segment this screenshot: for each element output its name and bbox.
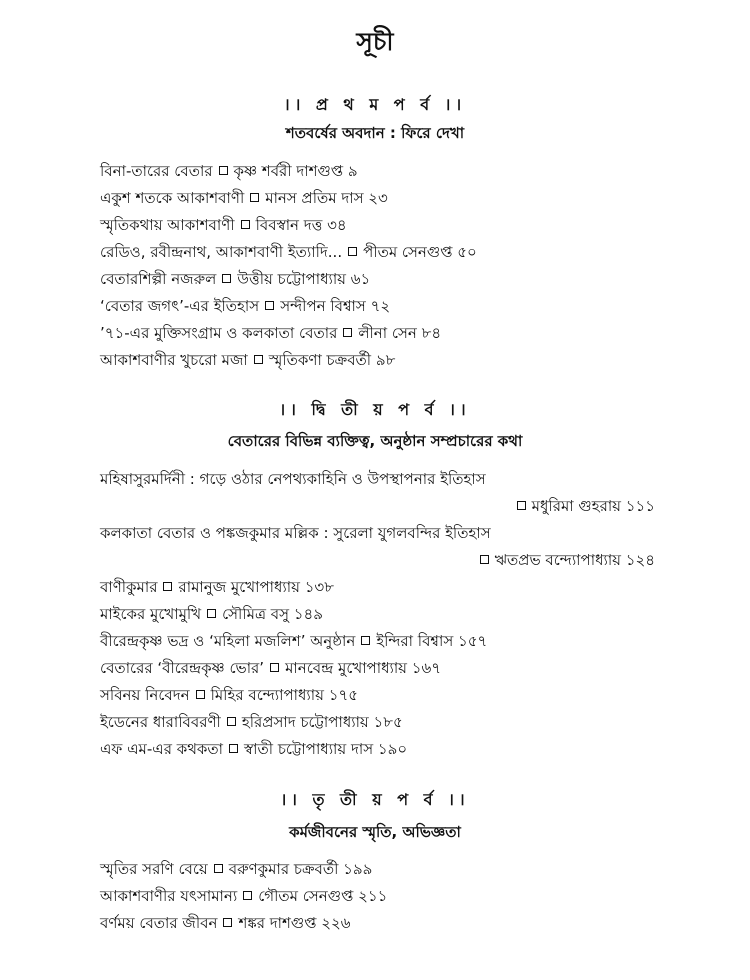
bullet-box-icon: [229, 744, 238, 753]
bullet-box-icon: [241, 220, 250, 229]
entry-author-page: মানস প্রতিম দাস ২৩: [265, 189, 388, 207]
toc-entry[interactable]: [100, 603, 323, 628]
bullet-box-icon: [250, 193, 259, 202]
bullet-box-icon: [207, 609, 216, 618]
toc-entry[interactable]: [100, 885, 387, 910]
entry-title: বর্ণময় বেতার জীবন: [100, 914, 218, 932]
bullet-box-icon: [265, 301, 274, 310]
entry-author-page: মিহির বন্দ্যোপাধ্যায় ১৭৫: [210, 686, 358, 704]
bullet-box-icon: [214, 864, 223, 873]
entry-title: আকাশবাণীর খুচরো মজা: [100, 351, 248, 369]
bullet-box-icon: [343, 328, 352, 337]
entry-title: একুশ শতকে আকাশবাণী: [100, 189, 245, 207]
part-2-heading: ।। দ্বি তী য় প র্ব ।।: [279, 400, 471, 419]
bullet-box-icon: [348, 247, 357, 256]
entry-author-page: গৌতম সেনগুপ্ত ২১১: [258, 887, 388, 905]
entry-author-page: মধুরিমা গুহরায় ১১১: [531, 497, 655, 515]
bullet-box-icon: [243, 891, 252, 900]
bullet-box-icon: [196, 690, 205, 699]
bullet-box-icon: [270, 663, 279, 672]
entry-title: বেতারের ‘বীরেন্দ্রকৃষ্ণ ভোর’: [100, 659, 265, 677]
toc-entry[interactable]: [100, 684, 358, 709]
entry-author-page: সৌমিত্র বসু ১৪৯: [222, 605, 323, 623]
part-1-heading: ।। প্র থ ম প র্ব ।।: [283, 95, 467, 114]
toc-entry[interactable]: [100, 295, 390, 320]
entry-title: বেতারশিল্পী নজরুল: [100, 270, 217, 288]
entry-title: স্মৃতির সরণি বেয়ে: [100, 860, 208, 878]
toc-entry-title-line[interactable]: মহিষাসুরমর্দিনী : গড়ে ওঠার নেপথ্যকাহিনি ও উপস্থাপনার ইতিহাস: [100, 470, 486, 488]
toc-entry[interactable]: [100, 912, 350, 937]
toc-entry[interactable]: [100, 241, 477, 266]
toc-entry[interactable]: [100, 214, 347, 239]
entry-author-page: স্বাতী চট্টোপাধ্যায় দাস ১৯০: [244, 740, 408, 758]
toc-entry[interactable]: [100, 268, 370, 293]
entry-author-page: মানবেন্দ্র মুখোপাধ্যায় ১৬৭: [285, 659, 442, 677]
toc-entry[interactable]: [100, 630, 487, 655]
toc-entry[interactable]: [100, 858, 372, 883]
entry-title: ’৭১-এর মুক্তিসংগ্রাম ও কলকাতা বেতার: [100, 324, 338, 342]
entry-title: সবিনয় নিবেদন: [100, 686, 190, 704]
bullet-box-icon: [361, 636, 370, 645]
entry-author-page: শঙ্কর দাশগুপ্ত ২২৬: [238, 914, 351, 932]
bullet-box-icon: [223, 918, 232, 927]
toc-entry-author-line[interactable]: [511, 495, 655, 520]
part-3-subtitle: কর্মজীবনের স্মৃতি, অভিজ্ঞতা: [289, 823, 461, 841]
toc-entry[interactable]: [100, 657, 441, 682]
bullet-box-icon: [517, 501, 526, 510]
entry-author-page: লীনা সেন ৮৪: [358, 324, 442, 342]
entry-author-page: কৃষ্ণ শর্বরী দাশগুপ্ত ৯: [233, 162, 358, 180]
entry-title: বীরেন্দ্রকৃষ্ণ ভদ্র ও ‘মহিলা মজলিশ’ অনুষ্ঠান: [100, 632, 356, 650]
entry-title: আকাশবাণীর যৎসামান্য: [100, 887, 238, 905]
toc-entry[interactable]: [100, 187, 388, 212]
bullet-box-icon: [480, 555, 489, 564]
toc-entry[interactable]: [100, 576, 334, 601]
entry-title: স্মৃতিকথায় আকাশবাণী: [100, 216, 235, 234]
bullet-box-icon: [227, 717, 236, 726]
bullet-box-icon: [254, 355, 263, 364]
toc-entry-author-line[interactable]: [474, 549, 655, 574]
entry-author-page: বিবস্বান দত্ত ৩৪: [255, 216, 347, 234]
bullet-box-icon: [219, 166, 228, 175]
entry-title: রেডিও, রবীন্দ্রনাথ, আকাশবাণী ইত্যাদি...: [100, 243, 343, 261]
toc-entry[interactable]: [100, 160, 358, 185]
entry-author-page: হরিপ্রসাদ চট্টোপাধ্যায় ১৮৫: [241, 713, 403, 731]
entry-title: বিনা-তারের বেতার: [100, 162, 213, 180]
bullet-box-icon: [163, 582, 172, 591]
entry-author-page: বরুণকুমার চক্রবর্তী ১৯৯: [228, 860, 373, 878]
entry-title: ইডেনের ধারাবিবরণী: [100, 713, 221, 731]
entry-author-page: ইন্দিরা বিশ্বাস ১৫৭: [376, 632, 488, 650]
part-1-subtitle: শতবর্ষের অবদান : ফিরে দেখা: [285, 124, 465, 142]
bullet-box-icon: [222, 274, 231, 283]
toc-entry[interactable]: [100, 349, 395, 374]
entry-author-page: পীতম সেনগুপ্ত ৫০: [363, 243, 477, 261]
part-3-heading: ।। তৃ তী য় প র্ব ।।: [280, 790, 470, 809]
page-title: সূচী: [356, 27, 394, 56]
entry-author-page: স্মৃতিকণা চক্রবর্তী ৯৮: [268, 351, 396, 369]
entry-author-page: ঋতপ্রভ বন্দ্যোপাধ্যায় ১২৪: [494, 551, 655, 569]
entry-author-page: উত্তীয় চট্টোপাধ্যায় ৬১: [237, 270, 371, 288]
entry-author-page: রামানুজ মুখোপাধ্যায় ১৩৮: [178, 578, 334, 596]
toc-entry[interactable]: [100, 322, 441, 347]
entry-title: এফ এম-এর কথকতা: [100, 740, 224, 758]
entry-title: বাণীকুমার: [100, 578, 158, 596]
toc-entry-title-line[interactable]: কলকাতা বেতার ও পঙ্কজকুমার মল্লিক : সুরেলা যুগলবন্দির ইতিহাস: [100, 524, 491, 542]
entry-title: মাইকের মুখোমুখি: [100, 605, 202, 623]
entry-title: ‘বেতার জগৎ’-এর ইতিহাস: [100, 297, 260, 315]
entry-author-page: সন্দীপন বিশ্বাস ৭২: [280, 297, 391, 315]
toc-entry[interactable]: [100, 738, 407, 763]
toc-entry[interactable]: [100, 711, 403, 736]
part-2-subtitle: বেতারের বিভিন্ন ব্যক্তিত্ব, অনুষ্ঠান সম্প্রচারের কথা: [227, 432, 523, 450]
